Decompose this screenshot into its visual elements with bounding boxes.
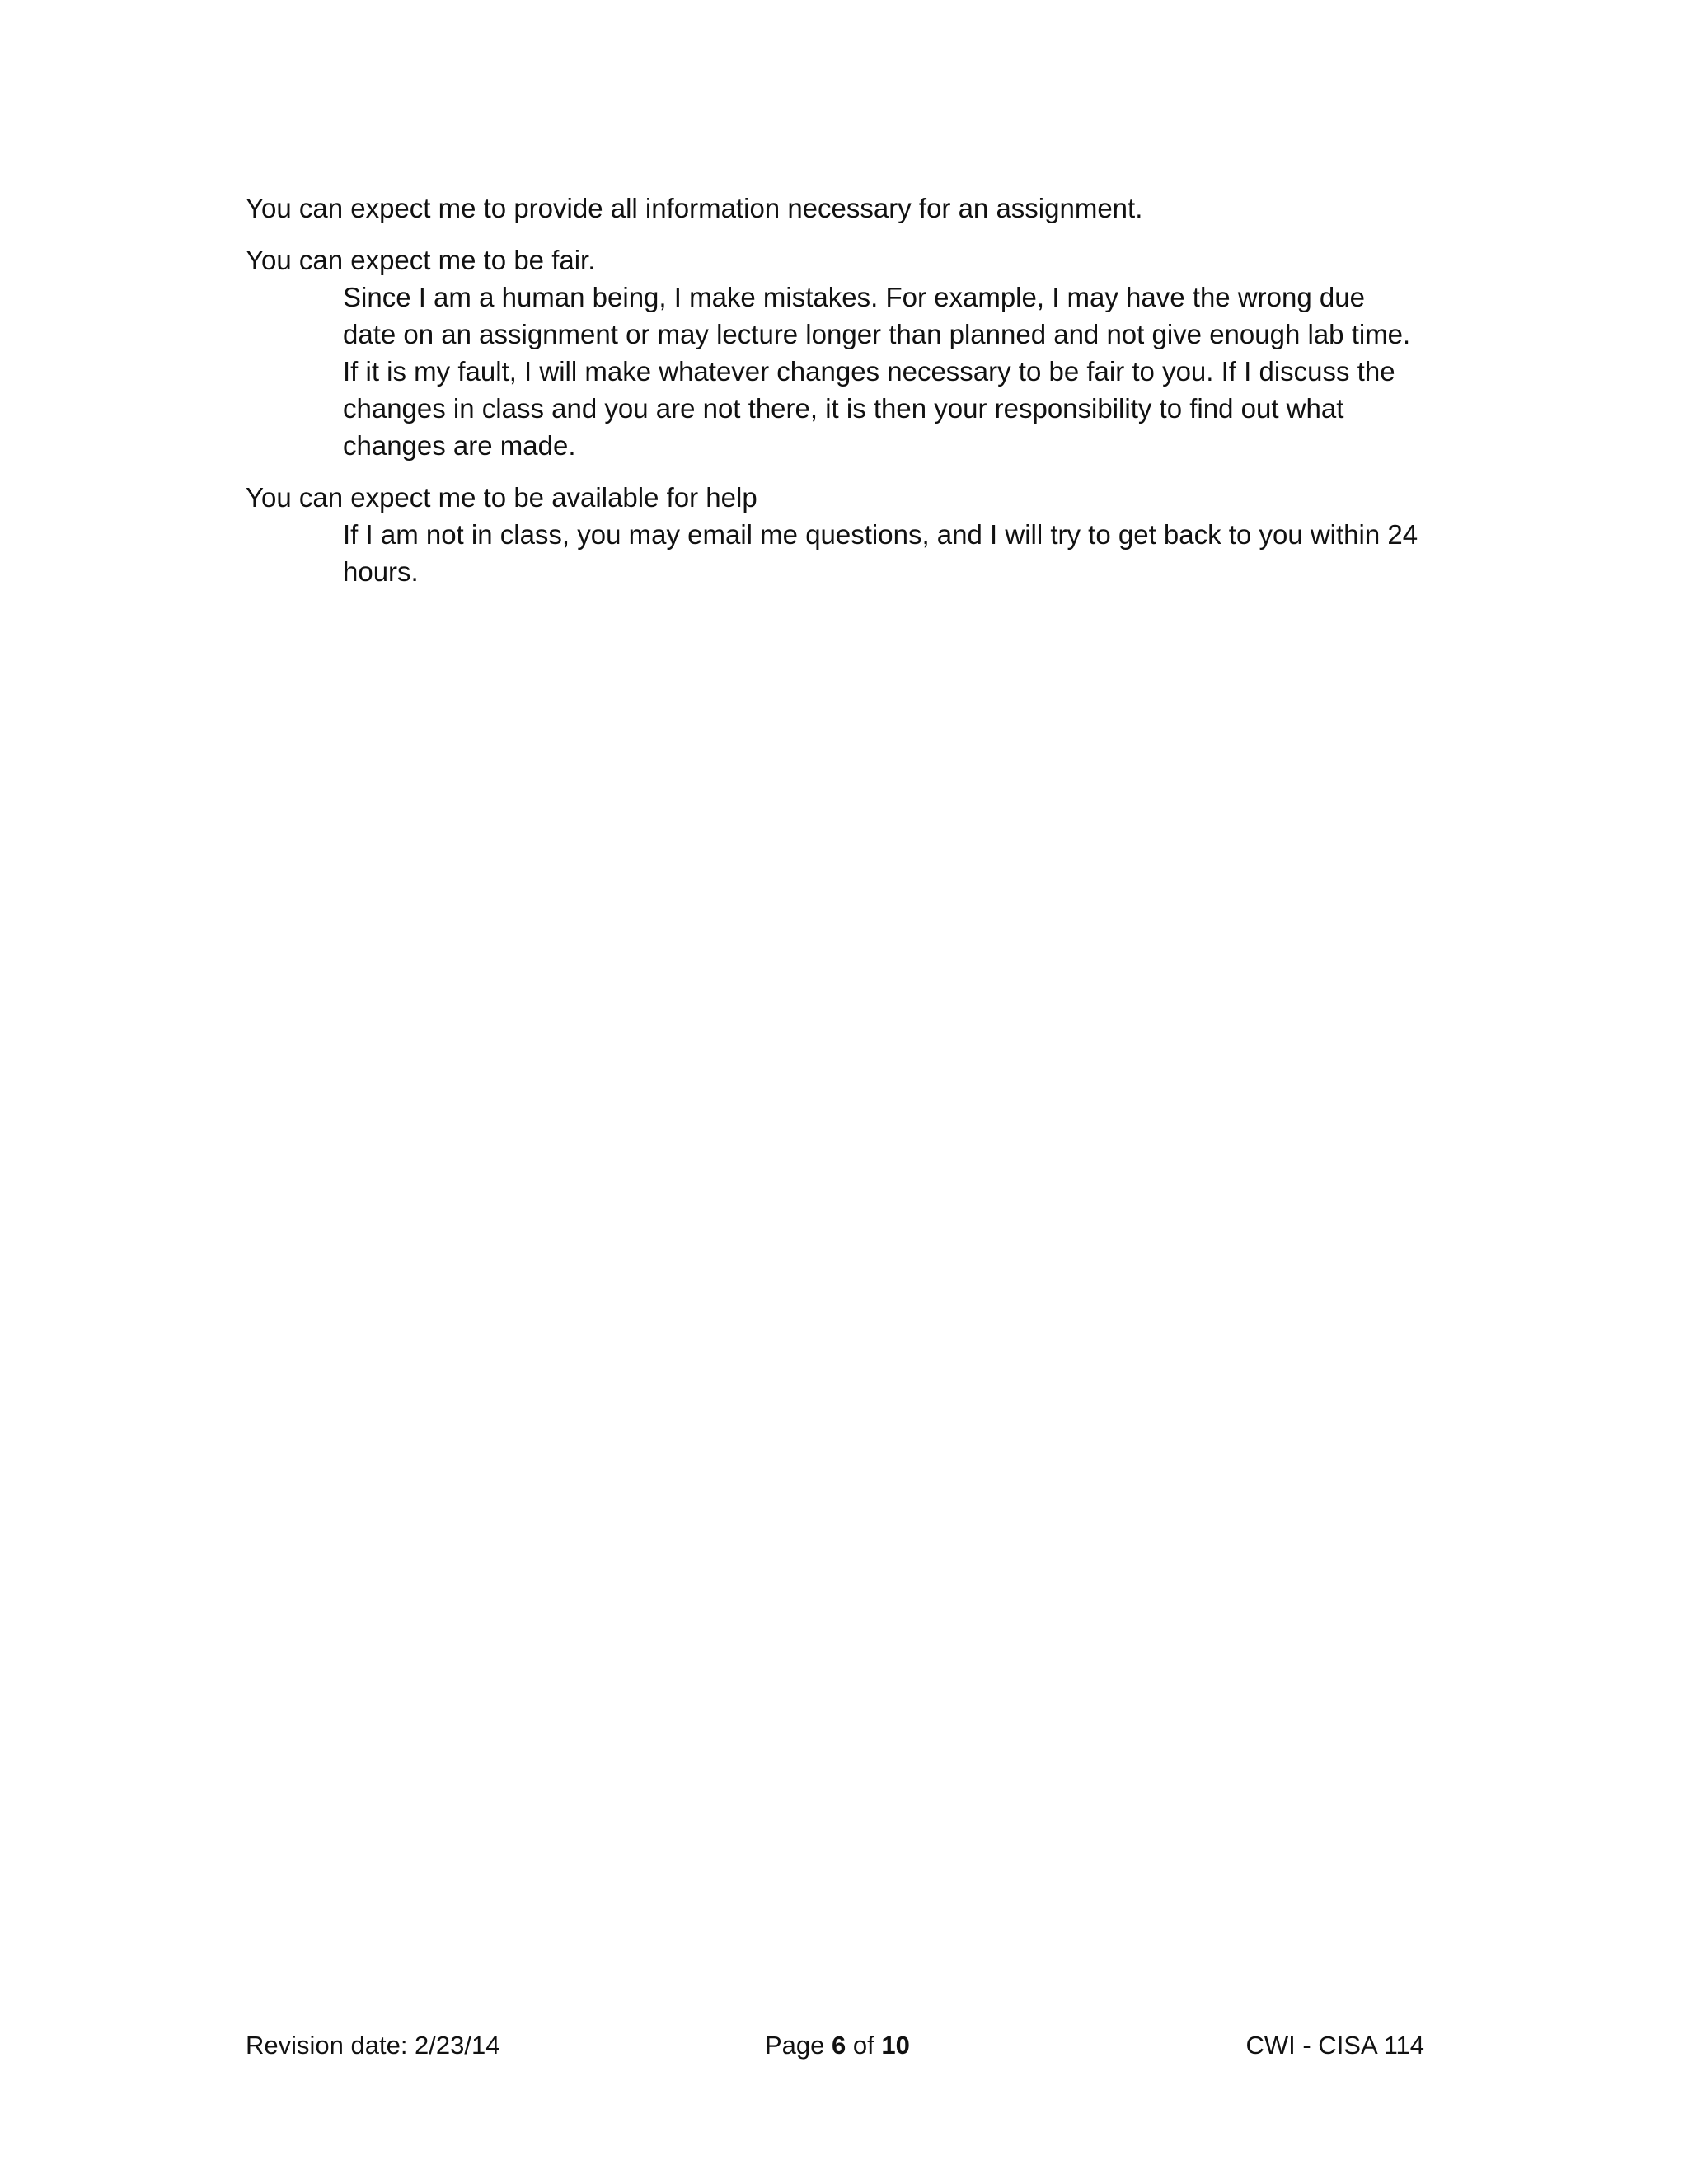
page-of: of xyxy=(852,2031,874,2060)
page-number xyxy=(765,2025,910,2066)
expectation-detail: If I am not in class, you may email me questions, and I will try to get back to you within 24 hours. xyxy=(343,519,1418,587)
expectation-paragraph xyxy=(246,241,1424,464)
page-prefix: Page xyxy=(765,2031,825,2060)
course-code: CWI - CISA 114 xyxy=(1245,2031,1424,2060)
expectation-heading: You can expect me to provide all information necessary for an assignment. xyxy=(246,193,1143,223)
expectation-paragraph xyxy=(246,190,1424,227)
expectation-paragraph xyxy=(246,479,1424,590)
revision-date: Revision date: 2/23/14 xyxy=(246,2031,500,2060)
expectation-heading: You can expect me to be fair. xyxy=(246,245,596,275)
document-body xyxy=(246,190,1424,590)
expectation-heading: You can expect me to be available for help xyxy=(246,482,757,513)
page-current: 6 xyxy=(832,2031,846,2060)
page-footer xyxy=(246,2025,1424,2066)
expectation-detail: Since I am a human being, I make mistakes. For example, I may have the wrong due date on an assignment or may lecture longer than planned and not give enough lab time. If it is my fault, I will make whatever changes necessary to be fair to you. If I discuss the changes in class and you are not there, it is then your responsibility to find out what changes are made. xyxy=(343,282,1411,461)
page-total: 10 xyxy=(881,2031,910,2060)
